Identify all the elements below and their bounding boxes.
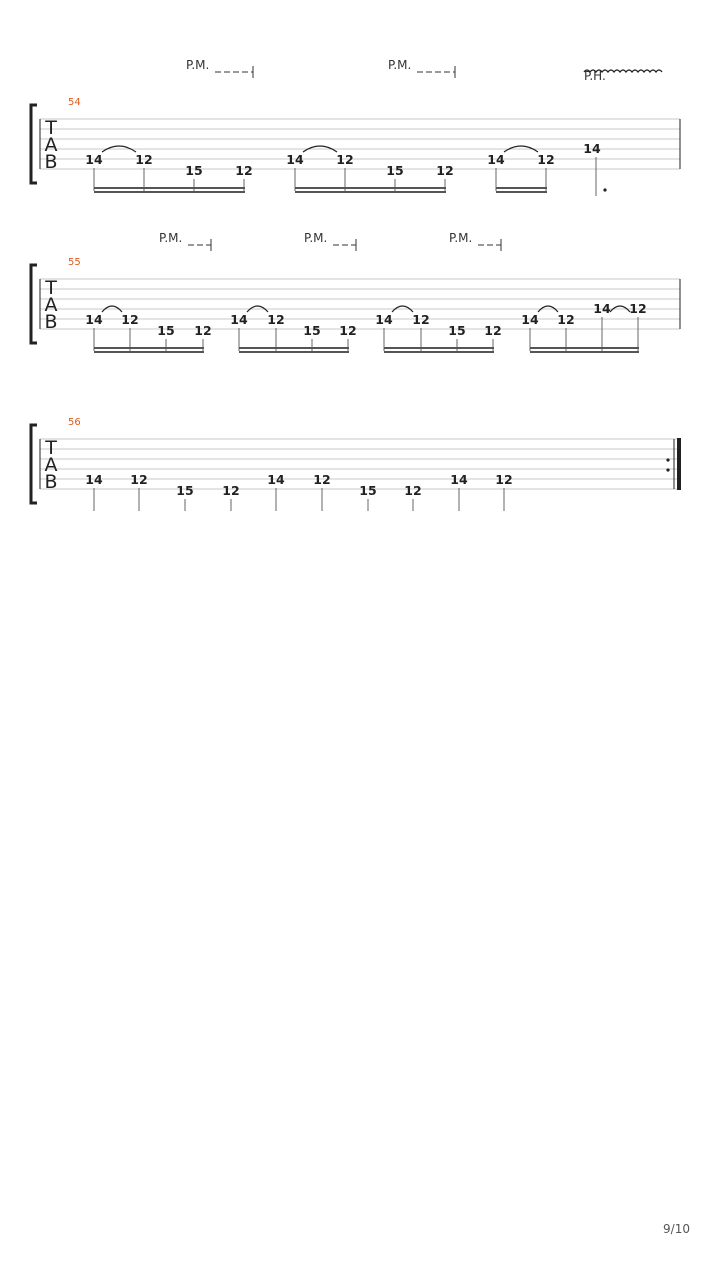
beam <box>384 351 494 353</box>
fret-number: 14 <box>450 472 468 487</box>
repeat-dot <box>666 458 669 461</box>
system-bracket <box>31 265 37 343</box>
system-bracket <box>31 425 37 503</box>
bar-number: 55 <box>68 257 81 268</box>
system-54 <box>31 58 680 196</box>
fret-number: 12 <box>339 323 357 338</box>
tab-clef-letter: A <box>44 294 58 316</box>
fret-number: 12 <box>495 472 513 487</box>
palm-mute-label: P.M. <box>304 231 328 245</box>
fret-number: 12 <box>121 312 139 327</box>
dotted-note-dot <box>603 188 606 191</box>
fret-number: 12 <box>222 483 240 498</box>
system-55 <box>31 231 680 353</box>
pinch-harmonic-label: P.H. <box>584 69 606 83</box>
fret-number: 12 <box>436 163 454 178</box>
tab-clef-letter: T <box>45 277 57 299</box>
tab-clef-letter: B <box>44 311 58 333</box>
fret-number: 14 <box>375 312 393 327</box>
fret-number: 12 <box>194 323 212 338</box>
fret-number: 15 <box>359 483 377 498</box>
beam <box>94 187 245 189</box>
repeat-thick-bar <box>677 438 681 490</box>
bar-number: 56 <box>68 417 81 428</box>
fret-number: 12 <box>537 152 555 167</box>
repeat-dot <box>666 468 669 471</box>
beam <box>530 351 639 353</box>
fret-number: 14 <box>286 152 304 167</box>
fret-number: 15 <box>448 323 466 338</box>
fret-number: 12 <box>235 163 253 178</box>
fret-number: 15 <box>157 323 175 338</box>
fret-number: 14 <box>85 152 103 167</box>
beam <box>496 191 547 193</box>
fret-number: 12 <box>336 152 354 167</box>
beam <box>496 187 547 189</box>
system-bracket <box>31 105 37 183</box>
fret-number: 15 <box>176 483 194 498</box>
fret-number: 14 <box>267 472 285 487</box>
fret-number: 12 <box>484 323 502 338</box>
fret-number: 14 <box>583 141 601 156</box>
fret-number: 15 <box>185 163 203 178</box>
fret-number: 12 <box>267 312 285 327</box>
fret-number: 15 <box>303 323 321 338</box>
beam <box>94 191 245 193</box>
fret-number: 12 <box>629 301 647 316</box>
fret-number: 12 <box>557 312 575 327</box>
beam <box>94 347 204 349</box>
tab-clef-letter: A <box>44 454 58 476</box>
bar-number: 54 <box>68 97 81 108</box>
beam <box>94 351 204 353</box>
beam <box>239 347 349 349</box>
fret-number: 12 <box>313 472 331 487</box>
fret-number: 12 <box>412 312 430 327</box>
beam <box>295 191 446 193</box>
system-56 <box>31 417 681 511</box>
tab-clef-letter: A <box>44 134 58 156</box>
tab-clef-letter: B <box>44 151 58 173</box>
beam <box>295 187 446 189</box>
fret-number: 14 <box>85 312 103 327</box>
fret-number: 14 <box>593 301 611 316</box>
fret-number: 14 <box>230 312 248 327</box>
palm-mute-label: P.M. <box>449 231 473 245</box>
tab-clef-letter: B <box>44 471 58 493</box>
fret-number: 12 <box>135 152 153 167</box>
fret-number: 15 <box>386 163 404 178</box>
beam <box>384 347 494 349</box>
palm-mute-label: P.M. <box>159 231 183 245</box>
beam <box>239 351 349 353</box>
fret-number: 14 <box>85 472 103 487</box>
palm-mute-label: P.M. <box>186 58 210 72</box>
tab-clef-letter: T <box>45 117 57 139</box>
tab-clef-letter: T <box>45 437 57 459</box>
fret-number: 12 <box>130 472 148 487</box>
fret-number: 14 <box>487 152 505 167</box>
fret-number: 14 <box>521 312 539 327</box>
beam <box>530 347 639 349</box>
palm-mute-label: P.M. <box>388 58 412 72</box>
page-number: 9/10 <box>663 1222 690 1236</box>
fret-number: 12 <box>404 483 422 498</box>
